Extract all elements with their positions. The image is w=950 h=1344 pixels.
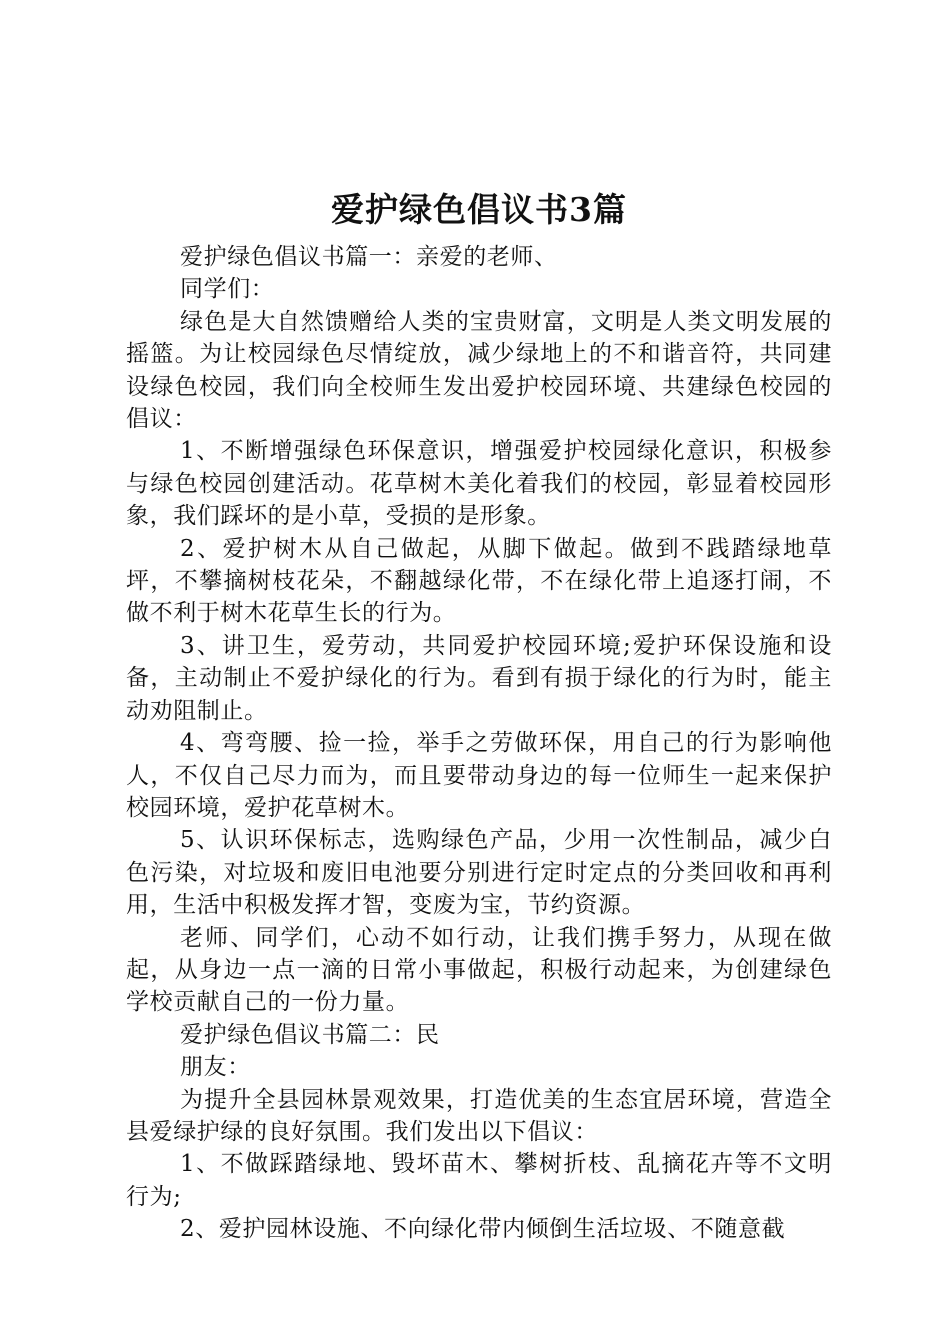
section-two-item-1: 1、不做踩踏绿地、毁坏苗木、攀树折枝、乱摘花卉等不文明行为; [126, 1151, 832, 1210]
section-two-heading: 爱护绿色倡议书篇二：民 [180, 1021, 440, 1048]
document-title: 爱护绿色倡议书3篇 [331, 190, 627, 229]
proposal-item-4: 4、弯弯腰、捡一捡，举手之劳做环保，用自己的行为影响他人，不仅自己尽力而为，而且要带动身边的每一位师生一起来保护校园环境，爱护花草树木。 [126, 730, 832, 821]
proposal-item-2: 2、爱护树木从自己做起，从脚下做起。做到不践踏绿地草坪，不攀摘树枝花朵，不翻越绿化带，不在绿化带上追逐打闹，不做不利于树木花草生长的行为。 [126, 535, 832, 627]
closing-paragraph: 老师、同学们，心动不如行动，让我们携手努力，从现在做起，从身边一点一滴的日常小事做起，积极行动起来，为创建绿色学校贡献自己的一份力量。 [126, 924, 832, 1016]
section-two-intro: 为提升全县园林景观效果，打造优美的生态宜居环境，营造全县爱绿护绿的良好氛围。我们发出以下倡议： [126, 1086, 832, 1145]
proposal-item-5: 5、认识环保标志，选购绿色产品，少用一次性制品，减少白色污染，对垃圾和废旧电池要分别进行定时定点的分类回收和再利用，生活中积极发挥才智，变废为宝，节约资源。 [126, 827, 832, 919]
intro-paragraph: 绿色是大自然馈赠给人类的宝贵财富，文明是人类文明发展的摇篮。为让校园绿色尽情绽放，减少绿地上的不和谐音符，共同建设绿色校园，我们向全校师生发出爱护校园环境、共建绿色校园的倡议： [126, 308, 832, 433]
salutation-part-one: 爱护绿色倡议书篇一：亲爱的老师、 [180, 244, 558, 270]
proposal-item-1: 1、不断增强绿色环保意识，增强爱护校园绿化意识，积极参与绿色校园创建活动。花草树木美化着我们的校园，彰显着校园形象，我们踩坏的是小草，受损的是形象。 [126, 438, 832, 530]
section-two-salutation: 朋友： [180, 1054, 251, 1081]
salutation-part-two: 同学们： [180, 276, 275, 303]
document-page [126, 183, 832, 1246]
section-two-item-2: 2、爱护园林设施、不向绿化带内倾倒生活垃圾、不随意截 [180, 1216, 786, 1243]
proposal-item-3: 3、讲卫生，爱劳动，共同爱护校园环境;爱护环保设施和设备，主动制止不爱护绿化的行为。看到有损于绿化的行为时，能主动劝阻制止。 [126, 632, 832, 724]
